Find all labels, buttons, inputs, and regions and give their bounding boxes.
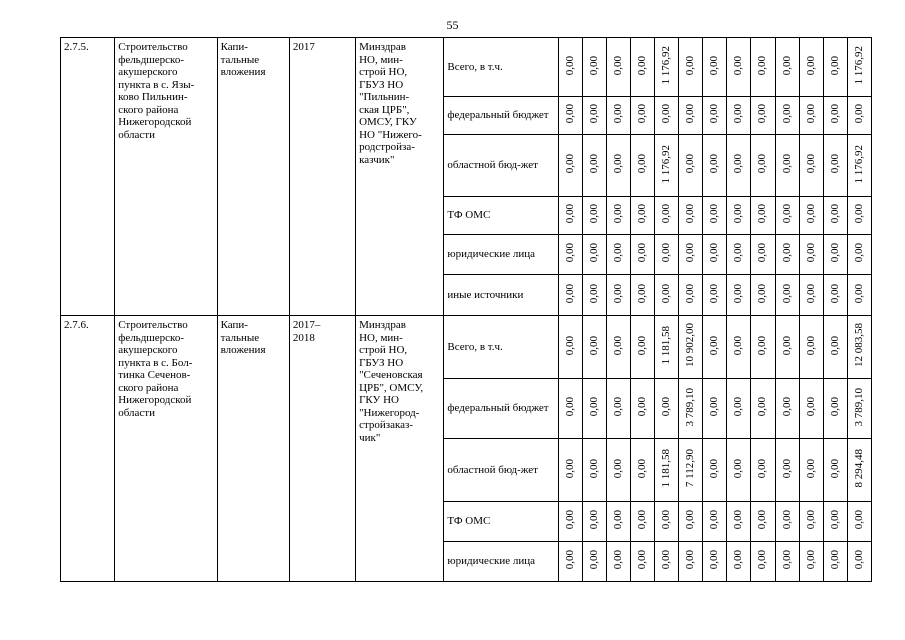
value-cell: 0,00	[631, 275, 655, 316]
value-cell: 0,00	[582, 197, 606, 235]
total-cell: 0,00	[847, 235, 871, 275]
value-cell: 0,00	[823, 502, 847, 542]
value-cell: 0,00	[727, 97, 751, 135]
item-period: 2017	[289, 38, 355, 316]
value-cell: 0,00	[703, 316, 727, 379]
value-cell: 0,00	[606, 197, 630, 235]
value-cell: 0,00	[582, 316, 606, 379]
value-cell: 0,00	[799, 379, 823, 439]
table-row	[61, 316, 872, 379]
funding-source: областной бюд-жет	[444, 135, 558, 197]
value-cell: 0,00	[799, 197, 823, 235]
value-cell: 0,00	[703, 135, 727, 197]
value-cell: 0,00	[799, 542, 823, 582]
funding-source: иные источники	[444, 275, 558, 316]
value-cell: 0,00	[727, 38, 751, 97]
value-cell: 0,00	[582, 502, 606, 542]
value-cell: 0,00	[823, 316, 847, 379]
value-cell: 1 181,58	[655, 316, 679, 379]
value-cell: 0,00	[751, 439, 775, 502]
value-cell: 0,00	[823, 439, 847, 502]
value-cell: 0,00	[727, 135, 751, 197]
value-cell: 0,00	[799, 38, 823, 97]
funding-source: федеральный бюджет	[444, 379, 558, 439]
funding-source: ТФ ОМС	[444, 197, 558, 235]
value-cell: 0,00	[751, 275, 775, 316]
value-cell: 0,00	[703, 197, 727, 235]
value-cell: 0,00	[703, 235, 727, 275]
value-cell: 1 176,92	[655, 38, 679, 97]
value-cell: 0,00	[775, 275, 799, 316]
value-cell: 0,00	[751, 38, 775, 97]
value-cell: 0,00	[775, 439, 799, 502]
value-cell: 0,00	[775, 38, 799, 97]
item-period: 2017– 2018	[289, 316, 355, 582]
value-cell: 0,00	[799, 235, 823, 275]
value-cell: 0,00	[679, 235, 703, 275]
value-cell: 0,00	[703, 502, 727, 542]
value-cell: 0,00	[727, 379, 751, 439]
value-cell: 0,00	[727, 316, 751, 379]
item-type: Капи- тальные вложения	[217, 316, 289, 582]
value-cell: 0,00	[679, 97, 703, 135]
value-cell: 0,00	[655, 379, 679, 439]
total-cell: 0,00	[847, 197, 871, 235]
total-cell: 0,00	[847, 502, 871, 542]
value-cell: 0,00	[823, 542, 847, 582]
value-cell: 0,00	[727, 542, 751, 582]
value-cell: 1 176,92	[655, 135, 679, 197]
total-cell: 0,00	[847, 97, 871, 135]
value-cell: 0,00	[631, 97, 655, 135]
value-cell: 0,00	[631, 197, 655, 235]
funding-source: Всего, в т.ч.	[444, 316, 558, 379]
value-cell: 0,00	[751, 542, 775, 582]
value-cell: 0,00	[703, 275, 727, 316]
value-cell: 0,00	[558, 235, 582, 275]
value-cell: 0,00	[799, 135, 823, 197]
value-cell: 0,00	[703, 379, 727, 439]
value-cell: 0,00	[751, 235, 775, 275]
value-cell: 0,00	[703, 97, 727, 135]
item-name: Строительство фельдшерско- акушерского пункта в с. Язы- ково Пильнин- ского района Нижегородской области	[115, 38, 217, 316]
funding-source: юридические лица	[444, 542, 558, 582]
value-cell: 1 181,58	[655, 439, 679, 502]
value-cell: 0,00	[679, 542, 703, 582]
value-cell: 0,00	[751, 502, 775, 542]
value-cell: 0,00	[558, 197, 582, 235]
item-number: 2.7.5.	[61, 38, 115, 316]
value-cell: 0,00	[558, 135, 582, 197]
value-cell: 0,00	[631, 135, 655, 197]
value-cell: 0,00	[751, 197, 775, 235]
value-cell: 0,00	[606, 316, 630, 379]
funding-source: областной бюд-жет	[444, 439, 558, 502]
value-cell: 0,00	[823, 38, 847, 97]
value-cell: 0,00	[775, 97, 799, 135]
value-cell: 10 902,00	[679, 316, 703, 379]
value-cell: 0,00	[823, 379, 847, 439]
value-cell: 0,00	[606, 235, 630, 275]
item-executors: Минздрав НО, мин- строй НО, ГБУЗ НО "Сеченовская ЦРБ", ОМСУ, ГКУ НО "Нижегород- стройзаказ- чик"	[356, 316, 444, 582]
value-cell: 0,00	[775, 379, 799, 439]
value-cell: 0,00	[703, 38, 727, 97]
value-cell: 0,00	[679, 38, 703, 97]
item-name: Строительство фельдшерско- акушерского пункта в с. Бол- тинка Сеченов- ского района Нижегородской области	[115, 316, 217, 582]
value-cell: 0,00	[606, 379, 630, 439]
value-cell: 0,00	[727, 439, 751, 502]
total-cell: 1 176,92	[847, 135, 871, 197]
value-cell: 0,00	[606, 38, 630, 97]
value-cell: 0,00	[751, 97, 775, 135]
value-cell: 0,00	[606, 439, 630, 502]
value-cell: 0,00	[606, 135, 630, 197]
total-cell: 0,00	[847, 542, 871, 582]
value-cell: 0,00	[751, 379, 775, 439]
value-cell: 0,00	[679, 502, 703, 542]
value-cell: 0,00	[631, 379, 655, 439]
value-cell: 0,00	[823, 275, 847, 316]
value-cell: 3 789,10	[679, 379, 703, 439]
total-cell: 12 083,58	[847, 316, 871, 379]
value-cell: 0,00	[775, 542, 799, 582]
value-cell: 0,00	[558, 439, 582, 502]
value-cell: 0,00	[751, 316, 775, 379]
value-cell: 0,00	[823, 197, 847, 235]
value-cell: 0,00	[606, 97, 630, 135]
value-cell: 0,00	[703, 439, 727, 502]
value-cell: 0,00	[558, 275, 582, 316]
value-cell: 0,00	[558, 542, 582, 582]
table-row	[61, 38, 872, 97]
total-cell: 0,00	[847, 275, 871, 316]
funding-source: Всего, в т.ч.	[444, 38, 558, 97]
value-cell: 0,00	[558, 502, 582, 542]
value-cell: 0,00	[582, 379, 606, 439]
item-executors: Минздрав НО, мин- строй НО, ГБУЗ НО "Пильнин- ская ЦРБ", ОМСУ, ГКУ НО "Нижего- родстройза- казчик"	[356, 38, 444, 316]
value-cell: 0,00	[606, 275, 630, 316]
value-cell: 0,00	[823, 97, 847, 135]
value-cell: 0,00	[582, 135, 606, 197]
page-number: 55	[446, 18, 459, 32]
budget-table	[60, 37, 872, 582]
value-cell: 0,00	[679, 197, 703, 235]
value-cell: 0,00	[558, 97, 582, 135]
value-cell: 0,00	[606, 542, 630, 582]
value-cell: 0,00	[727, 275, 751, 316]
value-cell: 0,00	[727, 235, 751, 275]
value-cell: 0,00	[799, 439, 823, 502]
value-cell: 0,00	[655, 235, 679, 275]
value-cell: 0,00	[703, 542, 727, 582]
total-cell: 1 176,92	[847, 38, 871, 97]
value-cell: 0,00	[727, 502, 751, 542]
value-cell: 0,00	[799, 502, 823, 542]
value-cell: 0,00	[582, 542, 606, 582]
value-cell: 0,00	[655, 542, 679, 582]
value-cell: 0,00	[727, 197, 751, 235]
value-cell: 0,00	[775, 135, 799, 197]
value-cell: 0,00	[631, 235, 655, 275]
value-cell: 0,00	[679, 135, 703, 197]
value-cell: 0,00	[775, 316, 799, 379]
value-cell: 0,00	[751, 135, 775, 197]
value-cell: 0,00	[558, 379, 582, 439]
value-cell: 0,00	[582, 38, 606, 97]
value-cell: 0,00	[823, 235, 847, 275]
value-cell: 0,00	[631, 38, 655, 97]
value-cell: 0,00	[655, 197, 679, 235]
value-cell: 0,00	[558, 38, 582, 97]
total-cell: 8 294,48	[847, 439, 871, 502]
value-cell: 0,00	[582, 439, 606, 502]
value-cell: 0,00	[582, 275, 606, 316]
value-cell: 0,00	[799, 275, 823, 316]
value-cell: 0,00	[799, 97, 823, 135]
value-cell: 0,00	[606, 502, 630, 542]
item-number: 2.7.6.	[61, 316, 115, 582]
value-cell: 0,00	[775, 235, 799, 275]
funding-source: федеральный бюджет	[444, 97, 558, 135]
value-cell: 0,00	[655, 97, 679, 135]
value-cell: 0,00	[655, 275, 679, 316]
funding-source: ТФ ОМС	[444, 502, 558, 542]
value-cell: 0,00	[631, 439, 655, 502]
value-cell: 7 112,90	[679, 439, 703, 502]
item-type: Капи- тальные вложения	[217, 38, 289, 316]
value-cell: 0,00	[775, 502, 799, 542]
funding-source: юридические лица	[444, 235, 558, 275]
value-cell: 0,00	[631, 316, 655, 379]
value-cell: 0,00	[775, 197, 799, 235]
value-cell: 0,00	[631, 542, 655, 582]
total-cell: 3 789,10	[847, 379, 871, 439]
value-cell: 0,00	[799, 316, 823, 379]
value-cell: 0,00	[631, 502, 655, 542]
value-cell: 0,00	[679, 275, 703, 316]
value-cell: 0,00	[655, 502, 679, 542]
value-cell: 0,00	[558, 316, 582, 379]
value-cell: 0,00	[823, 135, 847, 197]
value-cell: 0,00	[582, 235, 606, 275]
value-cell: 0,00	[582, 97, 606, 135]
